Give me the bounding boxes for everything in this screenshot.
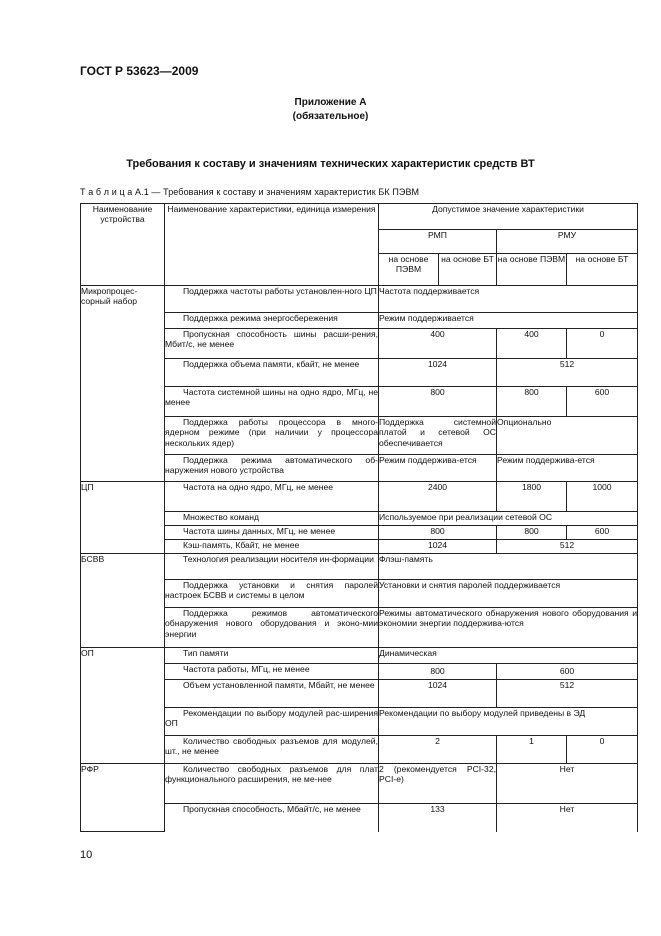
table-row [81, 736, 638, 764]
table-row [81, 554, 638, 580]
device-cell: ОП [81, 648, 165, 764]
characteristic-cell: Пропускная способность, Мбайт/с, не менее [165, 804, 379, 832]
appendix-type: (обязательное) [292, 111, 369, 122]
value-cell: 1024 [379, 680, 497, 708]
value-cell: Режим поддерживается [379, 313, 638, 329]
header-rmu-bt: на основе БТ [567, 254, 638, 286]
value-cell: Частота поддерживается [379, 286, 638, 313]
value-cell: 400 [497, 329, 567, 359]
standard-number: ГОСТ Р 53623—2009 [80, 64, 199, 78]
characteristic-cell: Частота системной шины на одно ядро, МГц, не менее [165, 387, 379, 417]
table-row [81, 455, 638, 482]
header-row-1 [81, 204, 638, 230]
device-cell: ЦП [81, 482, 165, 554]
value-cell: 133 [379, 804, 497, 832]
characteristic-cell: Количество свободных разъемов для плат функционального расширения, не ме-нее [165, 764, 379, 804]
value-cell: 400 [379, 329, 497, 359]
table-row [81, 764, 638, 804]
value-cell: 1000 [567, 482, 638, 512]
header-rmu: РМУ [497, 230, 638, 254]
table-row [81, 417, 638, 455]
value-cell: 2 (рекомендуется PCI-32, PCI-e) [379, 764, 497, 804]
table-caption: Т а б л и ц а А.1 — Требования к составу и значениям характеристик БК ПЭВМ [80, 187, 420, 197]
table-row [81, 580, 638, 608]
header-rmu-pevm: на основе ПЭВМ [497, 254, 567, 286]
value-cell: 1800 [497, 482, 567, 512]
value-cell: Нет [497, 764, 638, 804]
value-cell: 1024 [379, 359, 497, 387]
table-row [81, 286, 638, 313]
value-cell: Флэш-память [379, 554, 638, 580]
table-row [81, 648, 638, 664]
characteristic-cell: Рекомендации по выбору модулей рас-ширения ОП [165, 708, 379, 736]
header-rmp: РМП [379, 230, 497, 254]
table-row [81, 482, 638, 512]
value-cell: 600 [567, 526, 638, 540]
value-cell: 512 [497, 359, 638, 387]
characteristic-cell: Кэш-память, Кбайт, не менее [165, 540, 379, 554]
table-row [81, 664, 638, 680]
value-cell: Режим поддержива-ется [497, 455, 638, 482]
value-cell: 1024 [379, 540, 497, 554]
header-device: Наименование устройства [81, 204, 165, 286]
value-cell: Установки и снятия паролей поддерживается [379, 580, 638, 608]
requirements-table [80, 203, 638, 832]
table-row [81, 359, 638, 387]
value-cell: 800 [379, 387, 497, 417]
characteristic-cell: Множество команд [165, 512, 379, 526]
header-rmp-pevm: на основе ПЭВМ [379, 254, 439, 286]
characteristic-cell: Технология реализации носителя ин-формации [165, 554, 379, 580]
table-row [81, 708, 638, 736]
table-row [81, 329, 638, 359]
header-rmp-bt: на основе БТ [439, 254, 497, 286]
value-cell: Нет [497, 804, 638, 832]
table-row [81, 387, 638, 417]
value-cell: Поддержка системной платой и сетевой ОС обеспечивается [379, 417, 497, 455]
characteristic-cell: Частота шины данных, МГц, не менее [165, 526, 379, 540]
table-row [81, 680, 638, 708]
characteristic-cell: Поддержка режима автоматического об-наружения нового устройства [165, 455, 379, 482]
table-row [81, 512, 638, 526]
value-cell: 600 [567, 387, 638, 417]
characteristic-cell: Пропускная способность шины расши-рения, Мбит/с, не менее [165, 329, 379, 359]
appendix-label: Приложение А [294, 97, 367, 108]
characteristic-cell: Частота работы, МГц, не менее [165, 664, 379, 680]
value-cell: 2 [379, 736, 497, 764]
value-cell: 800 [379, 664, 497, 680]
value-cell: Режим поддержива-ется [379, 455, 497, 482]
characteristic-cell: Поддержка установки и снятия паролей настроек БСВВ и системы в целом [165, 580, 379, 608]
header-characteristic: Наименование характеристики, единица измерения [165, 204, 379, 286]
section-title: Требования к составу и значениям технических характеристик средств ВТ [126, 158, 535, 170]
device-cell: БСВВ [81, 554, 165, 648]
value-cell: Рекомендации по выбору модулей приведены в ЭД [379, 708, 638, 736]
value-cell: 1 [497, 736, 567, 764]
characteristic-cell: Поддержка объема памяти, кбайт, не менее [165, 359, 379, 387]
table-row [81, 313, 638, 329]
page-number: 10 [80, 849, 93, 861]
device-cell: Микропроцес-сорный набор [81, 286, 165, 482]
value-cell: 512 [497, 680, 638, 708]
characteristic-cell: Частота на одно ядро, МГц, не менее [165, 482, 379, 512]
table-row [81, 608, 638, 648]
value-cell: 800 [497, 387, 567, 417]
value-cell: Режимы автоматического обнаружения нового оборудования и экономии энергии поддержива-ются [379, 608, 638, 648]
value-cell: Используемое при реализации сетевой ОС [379, 512, 638, 526]
header-allowed-value: Допустимое значение характеристики [379, 204, 638, 230]
characteristic-cell: Поддержка частоты работы установлен-ного ЦП [165, 286, 379, 313]
value-cell: Опционально [497, 417, 638, 455]
characteristic-cell: Объем установленной памяти, Мбайт, не менее [165, 680, 379, 708]
value-cell: 800 [497, 526, 567, 540]
value-cell: 2400 [379, 482, 497, 512]
value-cell: 0 [567, 329, 638, 359]
value-cell: 0 [567, 736, 638, 764]
value-cell: 600 [497, 664, 638, 680]
table-row [81, 526, 638, 540]
characteristic-cell: Поддержка режимов автоматического обнаружения нового оборудования и эконо-мии энергии [165, 608, 379, 648]
appendix-heading [0, 96, 661, 124]
table-row [81, 540, 638, 554]
characteristic-cell: Тип памяти [165, 648, 379, 664]
characteristic-cell: Поддержка режима энергосбережения [165, 313, 379, 329]
device-cell: РФР [81, 764, 165, 832]
value-cell: Динамическая [379, 648, 638, 664]
characteristic-cell: Поддержка работы процессора в много-ядерном режиме (при наличии у процессора нескольких ядер) [165, 417, 379, 455]
characteristic-cell: Количество свободных разъемов для модулей, шт., не менее [165, 736, 379, 764]
value-cell: 512 [497, 540, 638, 554]
value-cell: 800 [379, 526, 497, 540]
table-row [81, 804, 638, 832]
